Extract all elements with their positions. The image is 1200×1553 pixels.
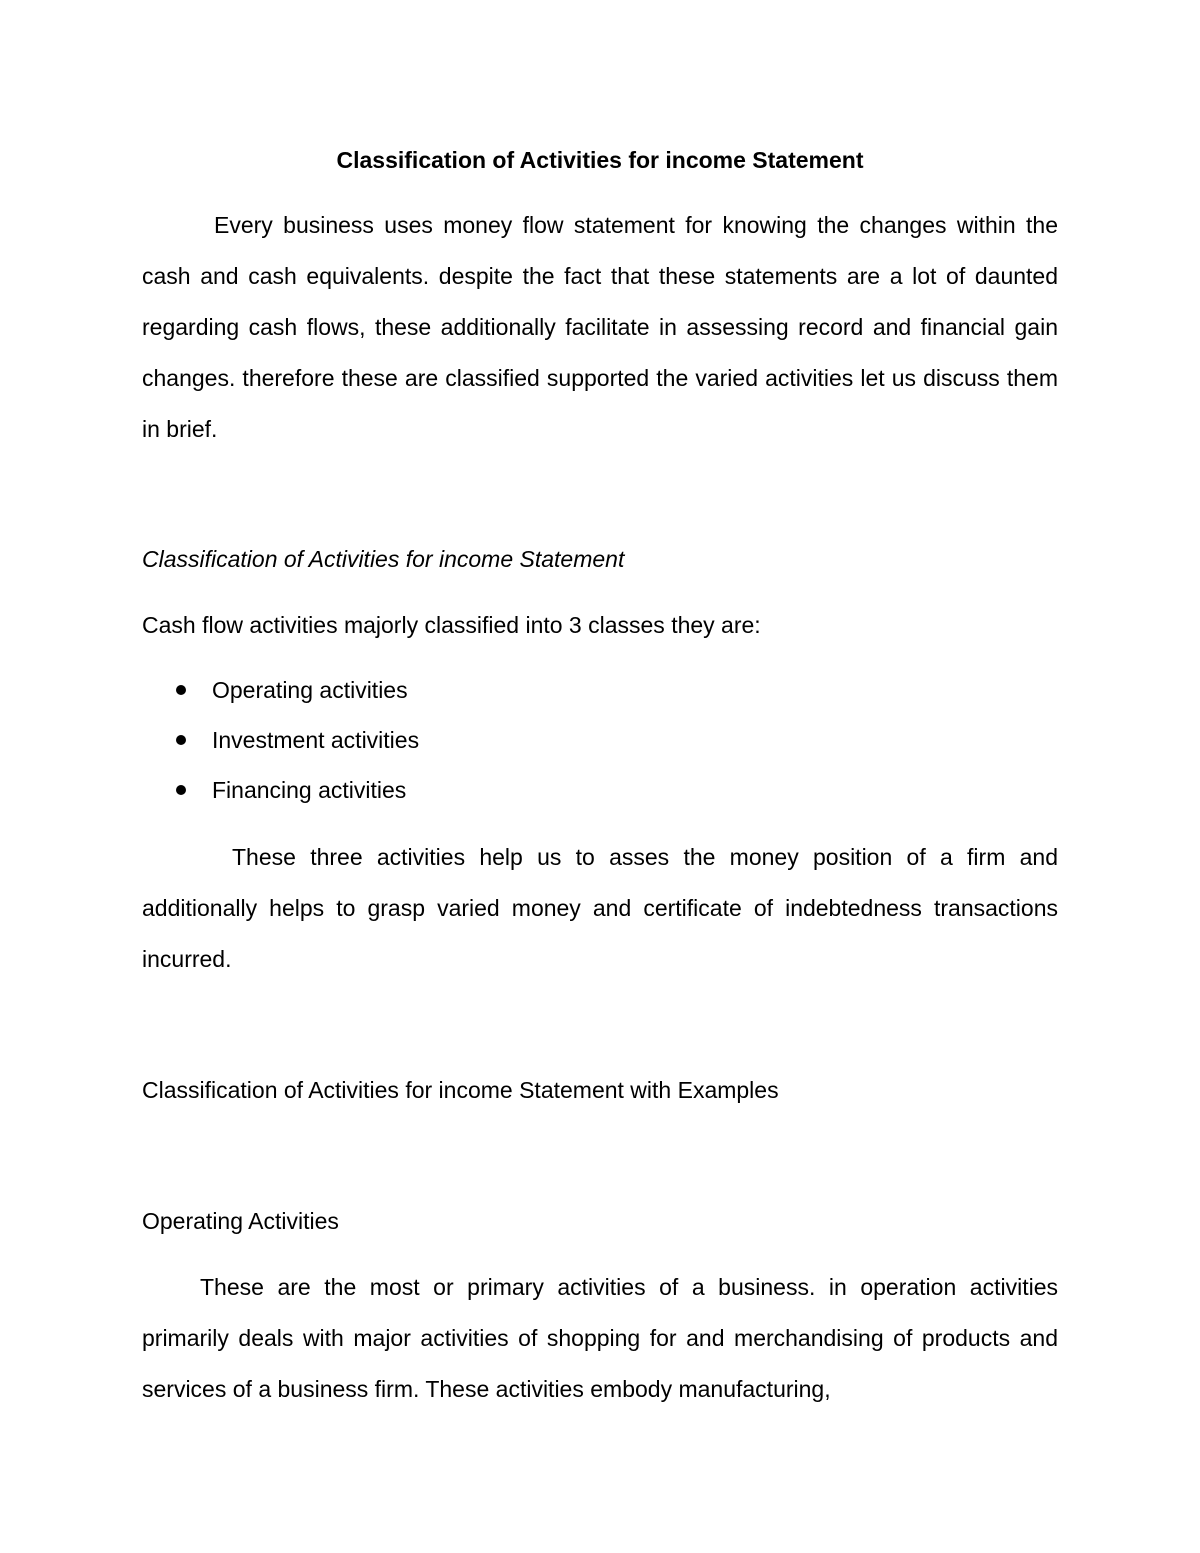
section-heading-operating-activities: Operating Activities <box>142 1208 339 1234</box>
list-item-label: Financing activities <box>212 777 407 803</box>
document-title: Classification of Activities for income Statement <box>336 147 864 173</box>
section-lead-text: Cash flow activities majorly classified into 3 classes they are: <box>142 612 761 638</box>
section-heading-examples: Classification of Activities for income Statement with Examples <box>142 1077 779 1103</box>
activities-summary-paragraph: These three activities help us to asses the money position of a firm and additionally helps to grasp varied money and certificate of indebtedness transactions incurred. <box>142 844 1058 972</box>
bullet-icon <box>176 735 186 745</box>
list-item-label: Investment activities <box>212 727 420 753</box>
section-heading-classification: Classification of Activities for income Statement <box>142 546 625 572</box>
list-item <box>142 665 1058 715</box>
list-item-label: Operating activities <box>212 677 408 703</box>
operating-activities-paragraph: These are the most or primary activities of a business. in operation activities primarily deals with major activities of shopping for and merchandising of products and services of a business firm. These activities embody manufacturing, <box>142 1274 1058 1402</box>
list-item <box>142 765 1058 815</box>
bullet-icon <box>176 785 186 795</box>
list-item <box>142 715 1058 765</box>
intro-paragraph: Every business uses money flow statement for knowing the changes within the cash and cash equivalents. despite the fact that these statements are a lot of daunted regarding cash flows, these additionally facilitate in assessing record and financial gain changes. therefore these are classified supported the varied activities let us discuss them in brief. <box>142 212 1058 442</box>
bullet-icon <box>176 685 186 695</box>
activity-bullet-list <box>142 665 1058 815</box>
